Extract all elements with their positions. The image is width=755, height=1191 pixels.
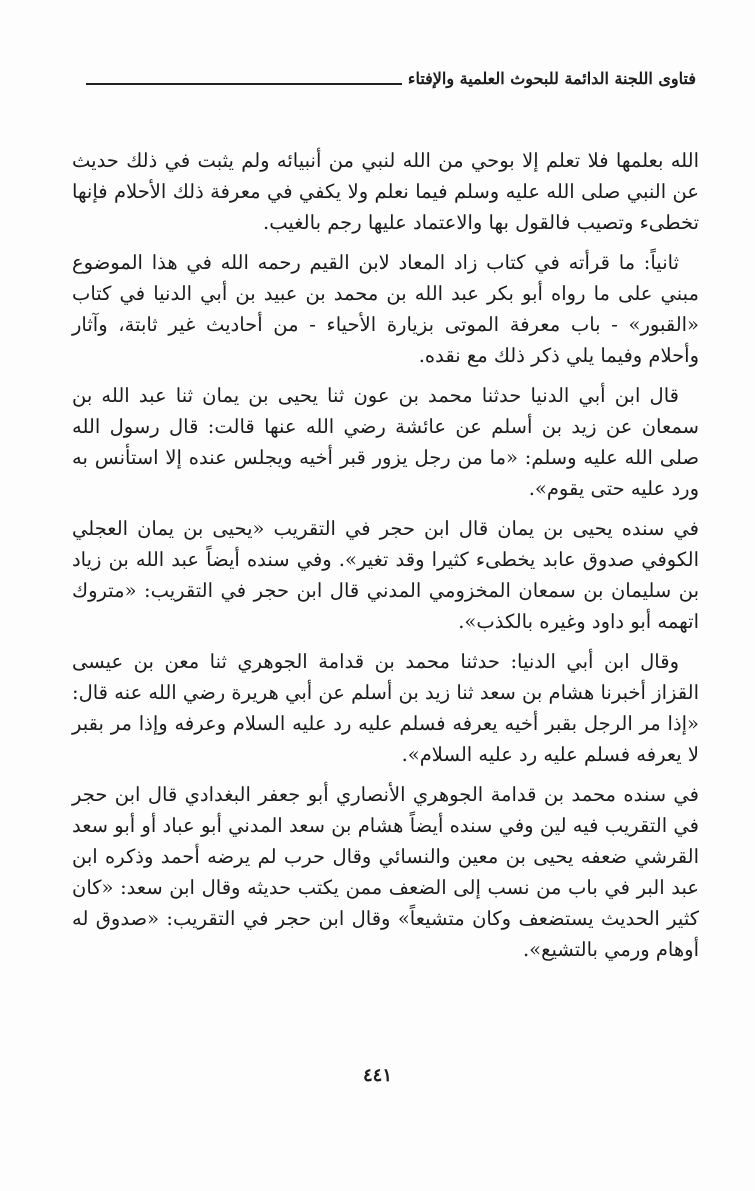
paragraph-5: وقال ابن أبي الدنيا: حدثنا محمد بن قدامة الجوهري ثنا معن بن عيسى القزاز أخبرنا هشام بن سعد ثنا زيد بن أسلم عن أبي هريرة رضي الله عنه قال: «إذا مر الرجل بقبر أخيه يعرفه فسلم عليه رد عليه السلام وعرفه وإذا مر بقبر لا يعرفه فسلم عليه رد عليه السلام». [72,650,699,766]
paragraph-3: قال ابن أبي الدنيا حدثنا محمد بن عون ثنا يحيى بن يمان ثنا عبد الله بن سمعان عن زيد بن أسلم عن عائشة رضي الله عنها قالت: قال رسول الله صلى الله عليه وسلم: «ما من رجل يزور قبر أخيه ويجلس عنده إلا استأنس به ورد عليه حتى يقوم». [72,384,699,500]
paragraph-6: في سنده محمد بن قدامة الجوهري الأنصاري أبو جعفر البغدادي قال ابن حجر في التقريب فيه لين وفي سنده أيضاً هشام بن سعد المدني أبو عباد أو أبو سعد القرشي ضعفه يحيى بن معين والنسائي وقال حرب لم يرضه أحمد وذكره ابن عبد البر في باب من نسب إلى الضعف ممن يكتب حديثه وقال ابن سعد: «كان كثير الحديث يستضعف وكان متشيعاً» وقال ابن حجر في التقريب: «صدوق له أوهام ورمي بالتشيع». [72,783,699,961]
paragraph-4: في سنده يحيى بن يمان قال ابن حجر في التقريب «يحيى بن يمان العجلي الكوفي صدوق عابد يخطىء كثيرا وقد تغير». وفي سنده أيضاً عبد الله بن زياد بن سليمان بن سمعان المخزومي المدني قال ابن حجر في التقريب: «متروك اتهمه أبو داود وغيره بالكذب». [72,517,699,633]
paragraph-1: الله بعلمها فلا تعلم إلا بوحي من الله لنبي من أنبيائه ولم يثبت في ذلك حديث عن النبي صلى الله عليه وسلم فيما نعلم ولا يكفي في معرفة ذلك الأحلام فإنها تخطىء وتصيب فالقول بها والاعتماد عليها رجم بالغيب. [72,149,699,234]
body-text [72,145,699,974]
running-header [86,66,696,88]
header-title: فتاوى اللجنة الدائمة للبحوث العلمية والإفتاء [407,69,696,88]
paragraph-2: ثانياً: ما قرأته في كتاب زاد المعاد لابن القيم رحمه الله في هذا الموضوع مبني على ما رواه أبو بكر عبد الله بن محمد بن عبيد بن أبي الدنيا في كتاب «القبور» - باب معرفة الموتى بزيارة الأحياء - من أحاديث غير ثابتة، وآثار وأحلام وفيما يلي ذكر ذلك مع نقده. [72,251,699,367]
page-number: ٤٤١ [362,1065,392,1086]
header-rule [86,83,402,85]
